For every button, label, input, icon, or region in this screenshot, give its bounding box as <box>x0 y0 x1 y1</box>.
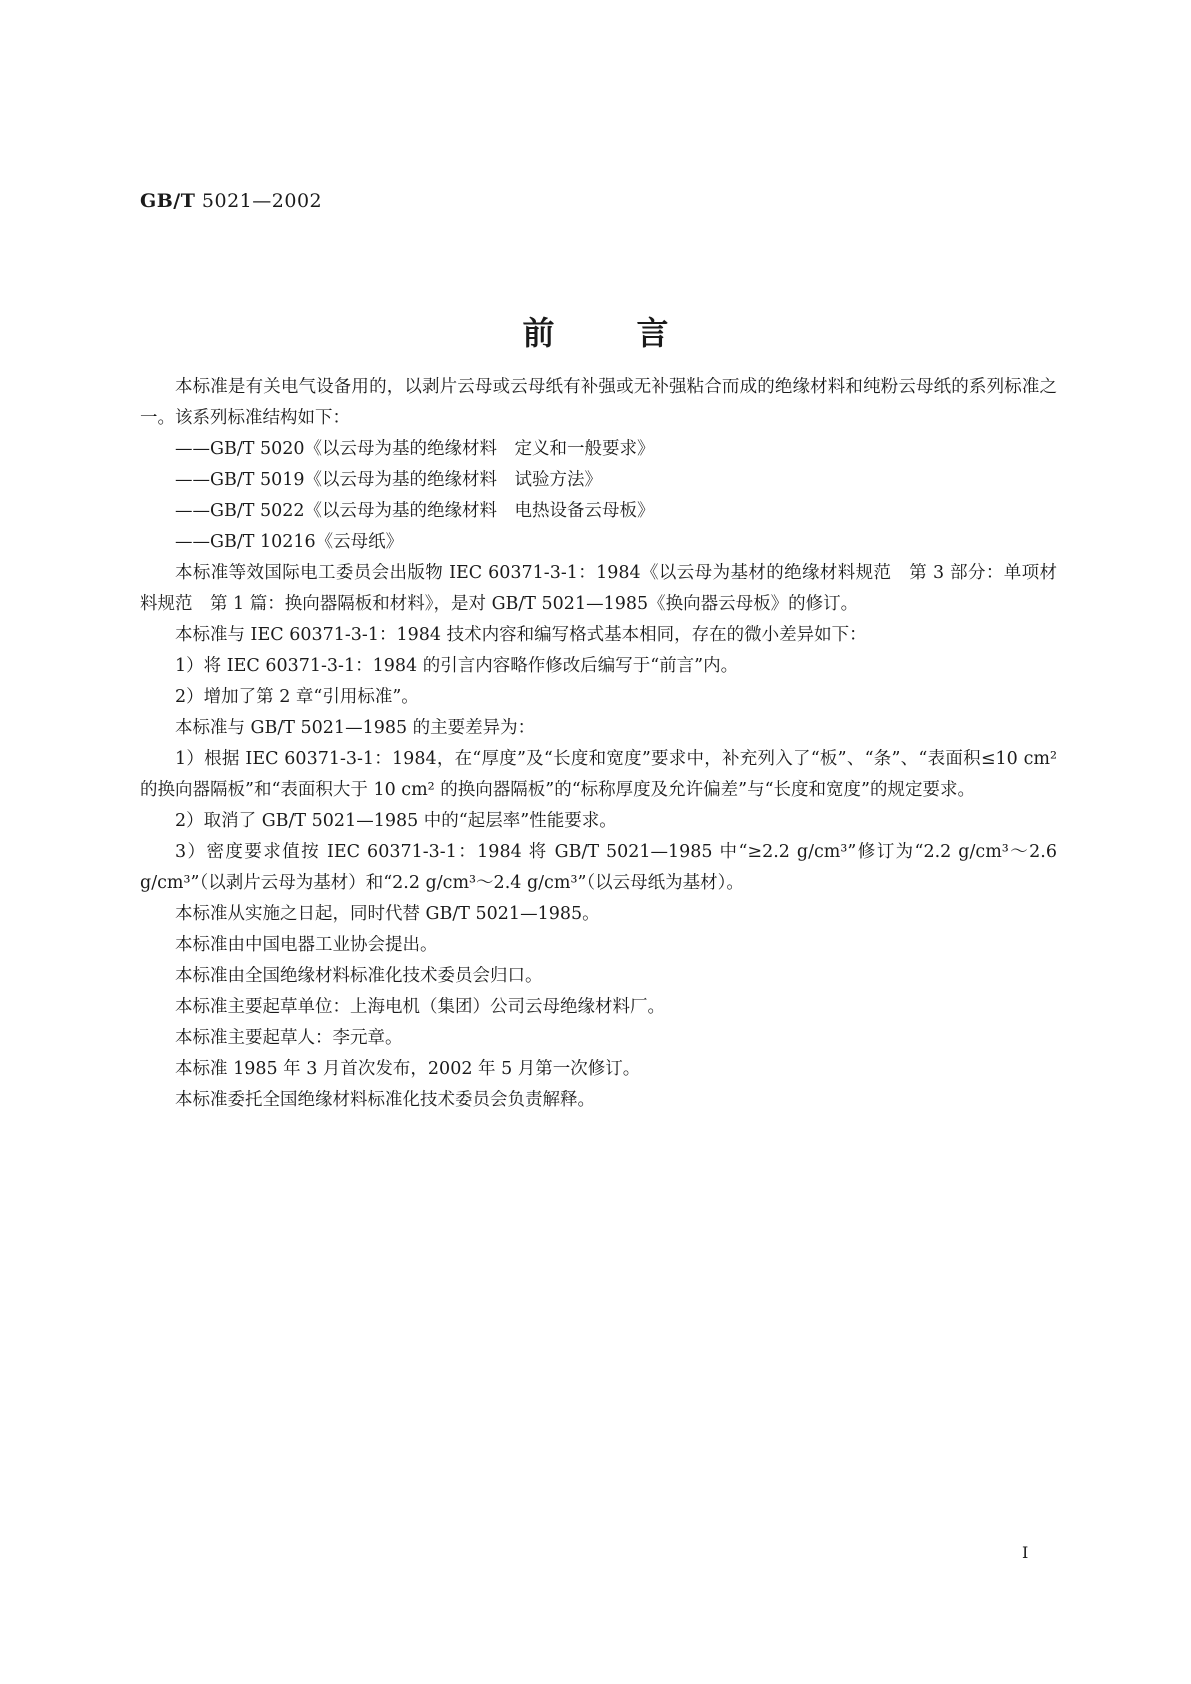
paragraph-drafter: 本标准主要起草人：李元章。 <box>175 1028 403 1048</box>
paragraph-interpretation: 本标准委托全国绝缘材料标准化技术委员会负责解释。 <box>175 1090 595 1110</box>
paragraph-intro: 本标准是有关电气设备用的，以剥片云母或云母纸有补强或无补强粘合而成的绝缘材料和纯粉云母纸的系列标准之一。该系列标准结构如下： <box>140 377 1057 428</box>
main-difference-item-2: 2）取消了 GB/T 5021—1985 中的“起层率”性能要求。 <box>175 811 617 831</box>
paragraph-publication-history: 本标准 1985 年 3 月首次发布，2002 年 5 月第一次修订。 <box>175 1059 641 1079</box>
paragraph-iec-differences: 本标准与 IEC 60371-3-1：1984 技术内容和编写格式基本相同，存在的微小差异如下： <box>175 625 867 645</box>
series-item-5020: ——GB/T 5020《以云母为基的绝缘材料 定义和一般要求》 <box>175 439 655 459</box>
paragraph-proposed-by: 本标准由中国电器工业协会提出。 <box>175 935 438 955</box>
paragraph-main-differences: 本标准与 GB/T 5021—1985 的主要差异为： <box>175 718 536 738</box>
foreword-body <box>140 372 1057 1116</box>
main-difference-item-1: 1）根据 IEC 60371-3-1：1984，在“厚度”及“长度和宽度”要求中，补充列入了“板”、“条”、“表面积≤10 cm²的换向器隔板”和“表面积大于 10 cm² 的换向器隔板”的“标称厚度及允许偏差”与“长度和宽度”的规定要求。 <box>140 749 1057 800</box>
page-title: 前言 <box>522 314 751 352</box>
series-item-10216: ——GB/T 10216《云母纸》 <box>175 532 404 552</box>
page-number: I <box>1022 1543 1029 1562</box>
iec-difference-item-2: 2）增加了第 2 章“引用标准”。 <box>175 687 419 707</box>
paragraph-replacement: 本标准从实施之日起，同时代替 GB/T 5021—1985。 <box>175 904 600 924</box>
series-item-5022: ——GB/T 5022《以云母为基的绝缘材料 电热设备云母板》 <box>175 501 655 521</box>
series-item-5019: ——GB/T 5019《以云母为基的绝缘材料 试验方法》 <box>175 470 603 490</box>
paragraph-drafting-unit: 本标准主要起草单位：上海电机（集团）公司云母绝缘材料厂。 <box>175 997 665 1017</box>
paragraph-equivalence: 本标准等效国际电工委员会出版物 IEC 60371-3-1：1984《以云母为基材的绝缘材料规范 第 3 部分：单项材料规范 第 1 篇：换向器隔板和材料》，是对 GB/T 5021—1985《换向器云母板》的修订。 <box>140 563 1057 614</box>
standard-number: 5021—2002 <box>195 190 323 212</box>
paragraph-centralized-by: 本标准由全国绝缘材料标准化技术委员会归口。 <box>175 966 543 986</box>
document-code <box>140 190 322 212</box>
main-difference-item-3: 3）密度要求值按 IEC 60371-3-1：1984 将 GB/T 5021—1985 中“≥2.2 g/cm³”修订为“2.2 g/cm³～2.6 g/cm³”（以剥片云母为基材）和“2.2 g/cm³～2.4 g/cm³”（以云母纸为基材）。 <box>140 842 1057 893</box>
iec-difference-item-1: 1）将 IEC 60371-3-1：1984 的引言内容略作修改后编写于“前言”内。 <box>175 656 739 676</box>
standard-prefix: GB/T <box>140 190 196 212</box>
